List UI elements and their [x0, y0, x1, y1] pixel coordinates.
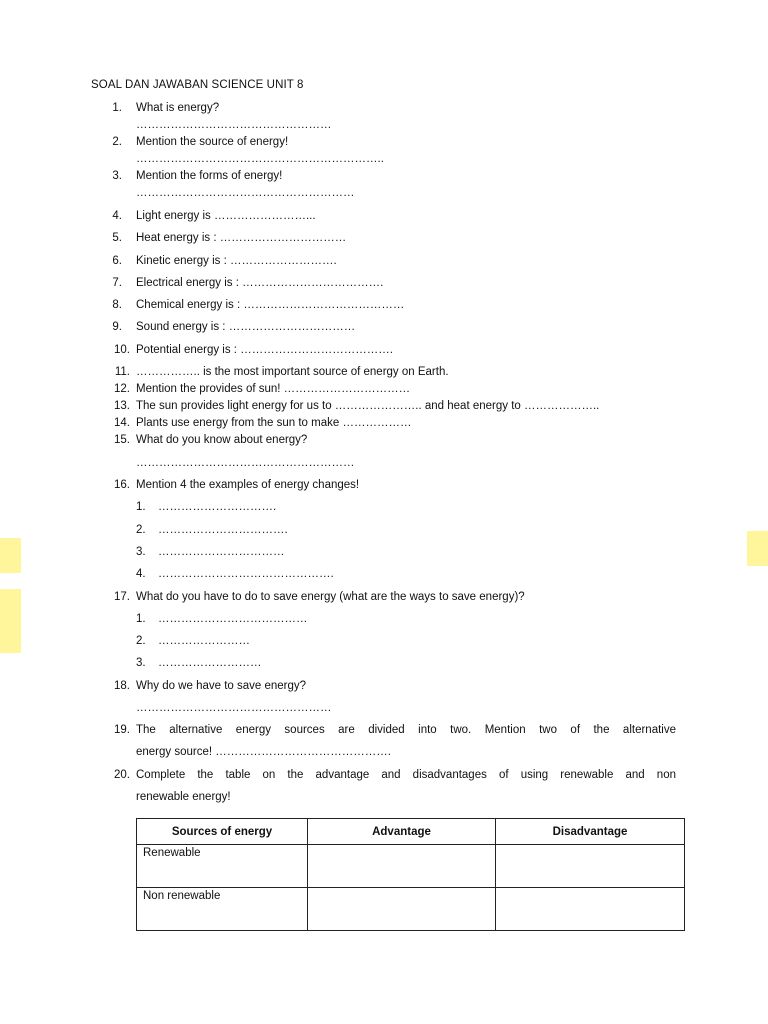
sub-answer-line: …………………………………: [158, 613, 308, 625]
question-text: Complete the table on the advantage and disadvantages of using renewable and non: [136, 769, 676, 781]
question-text: Light energy is ……………………...: [136, 210, 316, 222]
question-number: 4.: [112, 210, 122, 222]
sub-number: 4.: [136, 568, 146, 580]
column-header: Disadvantage: [496, 819, 685, 845]
question-number: 5.: [112, 232, 122, 244]
question-number: 9.: [112, 321, 122, 333]
question-number: 13.: [114, 400, 130, 412]
sub-number: 2.: [136, 635, 146, 647]
sub-answer-line: ………………………….: [158, 501, 277, 513]
sub-number: 1.: [136, 613, 146, 625]
question-text: What do you have to do to save energy (what are the ways to save energy)?: [136, 591, 525, 603]
question-number: 16.: [114, 479, 130, 491]
table-header-row: [137, 819, 685, 845]
question-number: 19.: [114, 724, 130, 736]
highlight-mark-right: [747, 531, 768, 566]
question-text: Why do we have to save energy?: [136, 680, 307, 692]
answer-line: ……………………………………………: [136, 702, 332, 714]
question-text: Electrical energy is : ……………………………….: [136, 277, 384, 289]
question-number: 17.: [114, 591, 130, 603]
table-cell-advantage: [308, 888, 496, 931]
sub-answer-line: ……………………: [158, 635, 250, 647]
question-text: Kinetic energy is : ……………………….: [136, 255, 337, 267]
question-text: What do you know about energy?: [136, 434, 308, 446]
sub-answer-line: ………………………: [158, 657, 262, 669]
question-number: 20.: [114, 769, 130, 781]
question-text: Heat energy is : ……………………………: [136, 232, 347, 244]
question-text: What is energy?: [136, 102, 220, 114]
table-cell-source: Non renewable: [137, 888, 308, 931]
question-text: Chemical energy is : ……………………………………: [136, 299, 405, 311]
question-text: Mention the source of energy!: [136, 136, 289, 148]
table-row: [137, 888, 685, 931]
column-header: Sources of energy: [137, 819, 308, 845]
answer-line: ……………………………………………: [136, 119, 332, 131]
table-cell-advantage: [308, 845, 496, 888]
question-number: 8.: [112, 299, 122, 311]
answer-line: …………………………………………………: [136, 187, 355, 199]
sub-number: 3.: [136, 546, 146, 558]
highlight-mark-left-bottom: [0, 589, 21, 653]
question-number: 12.: [114, 383, 130, 395]
question-number: 2.: [112, 136, 122, 148]
question-text: Plants use energy from the sun to make ………………: [136, 417, 412, 429]
table-cell-source: Renewable: [137, 845, 308, 888]
highlight-mark-left-top: [0, 538, 21, 573]
question-number: 1.: [112, 102, 122, 114]
sub-answer-line: ……………………………………….: [158, 568, 334, 580]
sub-number: 1.: [136, 501, 146, 513]
sub-answer-line: ……………………………: [158, 546, 285, 558]
question-number: 18.: [114, 680, 130, 692]
answer-line: energy source! ……………………………………….: [136, 746, 391, 758]
table-cell-disadvantage: [496, 888, 685, 931]
question-text: Mention 4 the examples of energy changes!: [136, 479, 360, 491]
question-text: The alternative energy sources are divided into two. Mention two of the alternative: [136, 724, 676, 736]
question-text: Mention the forms of energy!: [136, 170, 283, 182]
question-number: 11.: [114, 366, 130, 378]
page-title: SOAL DAN JAWABAN SCIENCE UNIT 8: [91, 79, 304, 91]
sub-answer-line: …………………………….: [158, 524, 288, 536]
question-number: 10.: [114, 344, 130, 356]
answer-line: ………………………………………………………..: [136, 153, 384, 165]
question-text: Potential energy is : ………………………………….: [136, 344, 393, 356]
sub-number: 3.: [136, 657, 146, 669]
question-number: 7.: [112, 277, 122, 289]
question-number: 15.: [114, 434, 130, 446]
question-text: Sound energy is : ……………………………: [136, 321, 356, 333]
question-text: …………….. is the most important source of energy on Earth.: [136, 366, 449, 378]
question-text-continued: renewable energy!: [136, 791, 231, 803]
sub-number: 2.: [136, 524, 146, 536]
question-number: 6.: [112, 255, 122, 267]
table-cell-disadvantage: [496, 845, 685, 888]
table-row: [137, 845, 685, 888]
question-number: 3.: [112, 170, 122, 182]
answer-line: …………………………………………………: [136, 457, 355, 469]
question-text: The sun provides light energy for us to ………………….. and heat energy to ………………..: [136, 400, 600, 412]
question-text: Mention the provides of sun! ……………………………: [136, 383, 411, 395]
column-header: Advantage: [308, 819, 496, 845]
energy-comparison-table: [136, 818, 685, 931]
question-number: 14.: [114, 417, 130, 429]
